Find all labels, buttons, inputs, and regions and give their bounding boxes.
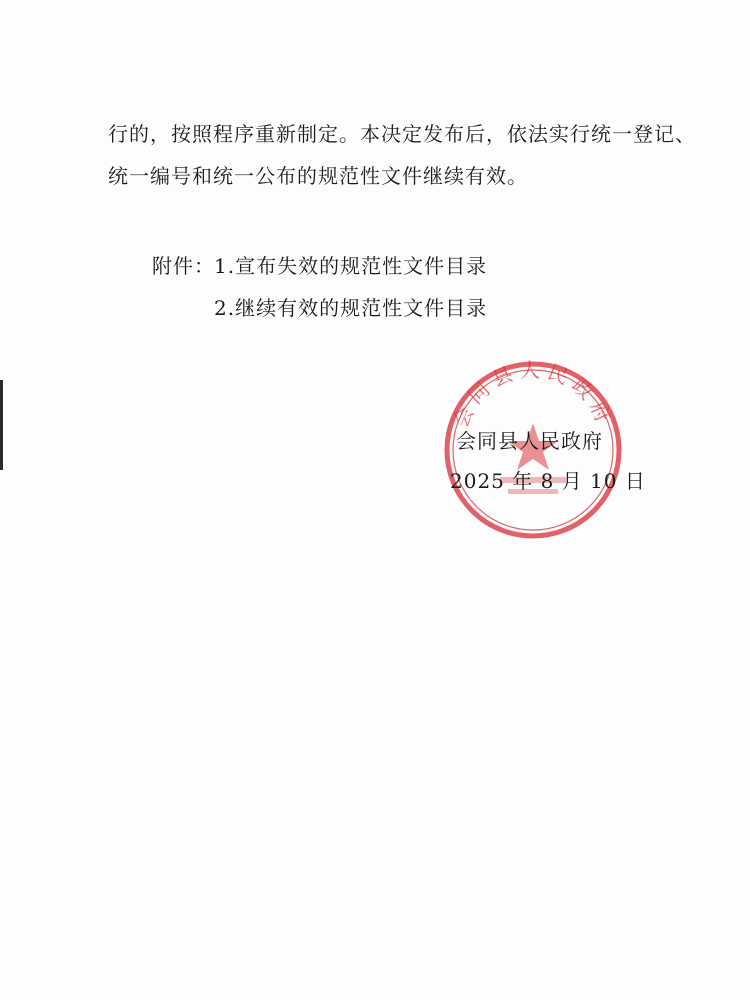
scan-edge-mark: [0, 380, 3, 470]
attachment-item-1: 1.宣布失效的规范性文件目录: [214, 254, 488, 278]
attachment-item-2: 2.继续有效的规范性文件目录: [214, 296, 488, 320]
paragraph-line-2: 统一编号和统一公布的规范性文件继续有效。: [108, 164, 528, 188]
paragraph-line-1: 行的，按照程序重新制定。本决定发布后，依法实行统一登记、: [108, 122, 696, 146]
seal-arc-text: 会同县人民政府: [448, 358, 618, 432]
attachments-label: 附件：: [152, 254, 215, 278]
signature-block: [450, 426, 652, 496]
signature-date: 2025 年 8 月 10 日: [450, 469, 646, 493]
signature-organization: 会同县人民政府: [456, 429, 603, 453]
